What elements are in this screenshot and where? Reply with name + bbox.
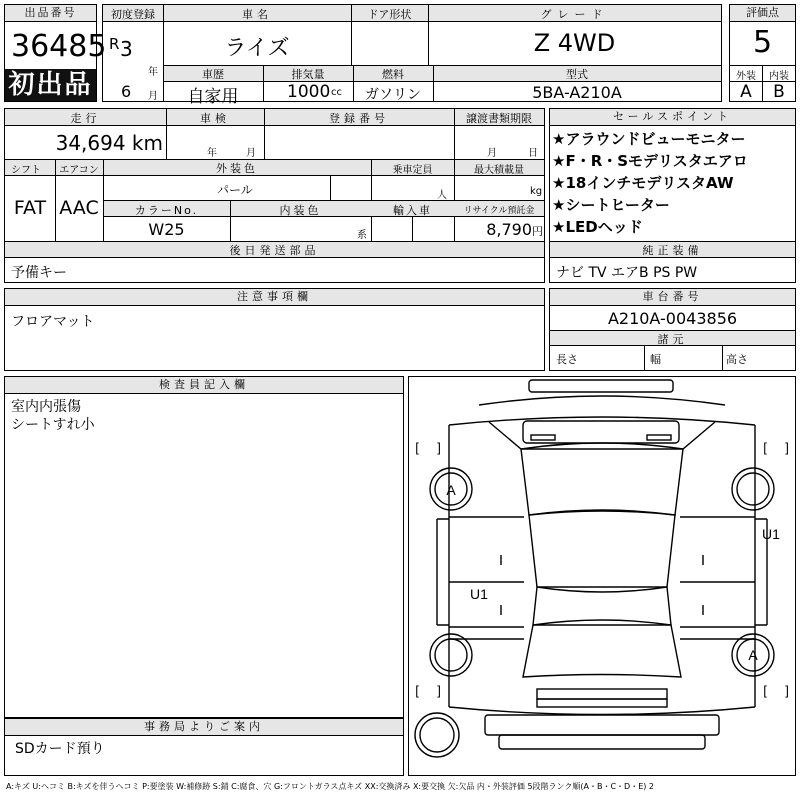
recycle-label: リサイクル預託金 xyxy=(463,206,535,216)
fuel-label: 燃料 xyxy=(382,68,404,81)
equipment-label: 純正装備 xyxy=(642,244,703,257)
model-value: 5BA-A210A xyxy=(532,83,622,102)
capacity-label: 乗車定員 xyxy=(392,165,433,176)
bracket-mark: ] xyxy=(437,440,441,455)
transfer-month-unit: 月 xyxy=(487,148,497,159)
equipment-value: ナビ TV エアB PS PW xyxy=(556,265,698,281)
displacement-label: 排気量 xyxy=(291,68,325,81)
office-value: SDカード預り xyxy=(15,741,105,757)
reg-no-label: 登録番号 xyxy=(329,112,389,125)
notes-value: フロアマット xyxy=(11,314,95,330)
era: R xyxy=(109,35,120,53)
capacity-unit: 人 xyxy=(437,190,447,201)
later-parts-value: 予備キー xyxy=(11,265,67,281)
interior-label: 内装 xyxy=(769,71,789,82)
aircon-value: AAC xyxy=(59,197,99,219)
header-table xyxy=(102,4,722,107)
inspection-year-unit: 年 xyxy=(207,148,217,159)
legend-text: A:キズ U:ヘコミ B:キズを伴うヘコミ P:要塗装 W:補修跡 S:錆 C:腐食、穴 G:フロントガラス点キズ XX:交換済み X:要交換 欠:欠品 内・外装評価 5段階ランク順(A・B・C・D・E) 2 xyxy=(6,782,655,791)
lot-box xyxy=(4,4,107,102)
recycle-value: 8,790 xyxy=(486,220,532,239)
score-box xyxy=(729,4,796,102)
bracket-mark: ] xyxy=(785,683,789,698)
year-unit: 年 xyxy=(148,67,158,78)
displacement-unit: cc xyxy=(331,87,342,98)
bracket-mark: ] xyxy=(785,440,789,455)
reg-year: 3 xyxy=(120,37,133,61)
damage-mark: A xyxy=(748,647,758,663)
sales-point-item: ★F・R・Sモデリスタエアロ xyxy=(552,152,748,170)
damage-mark: A xyxy=(446,482,456,498)
month-unit: 月 xyxy=(148,91,158,102)
score-label: 評価点 xyxy=(730,5,795,22)
import-label: 輸入車 xyxy=(393,204,432,217)
office-box xyxy=(4,718,404,776)
recycle-unit: 円 xyxy=(532,225,543,238)
ext-color-value: パール xyxy=(217,183,253,197)
door-label: ドア形状 xyxy=(367,8,412,21)
notes-box xyxy=(4,288,545,371)
sales-point-item: ★18インチモデリスタAW xyxy=(552,174,734,192)
score-value: 5 xyxy=(752,25,773,60)
office-label: 事務局よりご案内 xyxy=(5,719,403,736)
mileage-value: 34,694 km xyxy=(55,131,163,155)
max-load-unit: kg xyxy=(530,186,543,197)
first-listing-badge: 初出品 xyxy=(5,69,96,101)
inspection-month-unit: 月 xyxy=(246,148,256,159)
displacement-value: 1000 xyxy=(287,82,331,102)
car-outline-diagram xyxy=(409,377,795,775)
sales-point-item: ★シートヒーター xyxy=(552,196,670,214)
aircon-label: エアコン xyxy=(59,165,99,176)
mileage-label: 走行 xyxy=(70,112,101,125)
grade-label: グレード xyxy=(540,8,609,21)
specs-label: 諸元 xyxy=(657,333,688,346)
sales-point-item: ★アラウンドビューモニター xyxy=(552,130,746,148)
color-no-label: カラーNo. xyxy=(134,204,199,217)
car-name-label: 車名 xyxy=(242,8,272,21)
exterior-score: A xyxy=(740,82,752,102)
reg-month: 6 xyxy=(121,82,132,101)
bracket-mark: [ xyxy=(763,683,767,698)
notes-label: 注意事項欄 xyxy=(5,289,544,306)
transfer-label: 譲渡書類期限 xyxy=(466,112,532,125)
int-color-label: 内装色 xyxy=(279,204,322,217)
lot-label: 出品番号 xyxy=(5,5,96,22)
chassis-label: 車台番号 xyxy=(550,289,795,306)
later-parts-label: 後日発送部品 xyxy=(229,244,320,257)
ext-color-label: 外装色 xyxy=(216,162,258,175)
int-color-unit: 系 xyxy=(357,230,367,241)
transfer-day-unit: 日 xyxy=(528,148,538,159)
exterior-label: 外装 xyxy=(736,71,756,82)
bracket-mark: [ xyxy=(763,440,767,455)
bracket-mark: [ xyxy=(415,440,419,455)
bracket-mark: ] xyxy=(437,683,441,698)
chassis-box xyxy=(549,288,796,371)
car-diagram xyxy=(408,376,796,776)
shift-value: FAT xyxy=(13,197,47,219)
spec-width-label: 幅 xyxy=(650,353,661,366)
first-reg-label: 初度登録 xyxy=(111,8,155,21)
spec-height-label: 高さ xyxy=(726,353,748,366)
bracket-mark: [ xyxy=(415,683,419,698)
chassis-value: A210A-0043856 xyxy=(607,309,738,328)
model-label: 型式 xyxy=(566,68,588,81)
history-label: 車歴 xyxy=(202,68,224,81)
car-name: ライズ xyxy=(224,36,290,61)
interior-score: B xyxy=(773,82,785,102)
inspector-label: 検査員記入欄 xyxy=(5,377,403,394)
details-table xyxy=(4,108,545,283)
sales-points-box xyxy=(549,108,796,283)
inspector-line: シートすれ小 xyxy=(11,417,95,433)
inspection-label: 車検 xyxy=(200,112,230,125)
inspector-line: 室内内張傷 xyxy=(11,399,81,415)
damage-mark: U1 xyxy=(470,586,488,602)
max-load-label: 最大積載量 xyxy=(474,165,524,176)
sales-point-item: ★LEDヘッド xyxy=(552,218,643,236)
history-value: 自家用 xyxy=(187,87,239,107)
sales-points-label: セールスポイント xyxy=(550,109,795,126)
grade-value: Z 4WD xyxy=(533,29,616,57)
lot-number: 36485 xyxy=(11,29,107,64)
spec-length-label: 長さ xyxy=(556,353,578,366)
color-no-value: W25 xyxy=(148,220,185,239)
inspector-box xyxy=(4,376,404,718)
damage-mark: U1 xyxy=(762,526,780,542)
shift-label: シフト xyxy=(11,165,41,176)
fuel-value: ガソリン xyxy=(365,87,421,103)
